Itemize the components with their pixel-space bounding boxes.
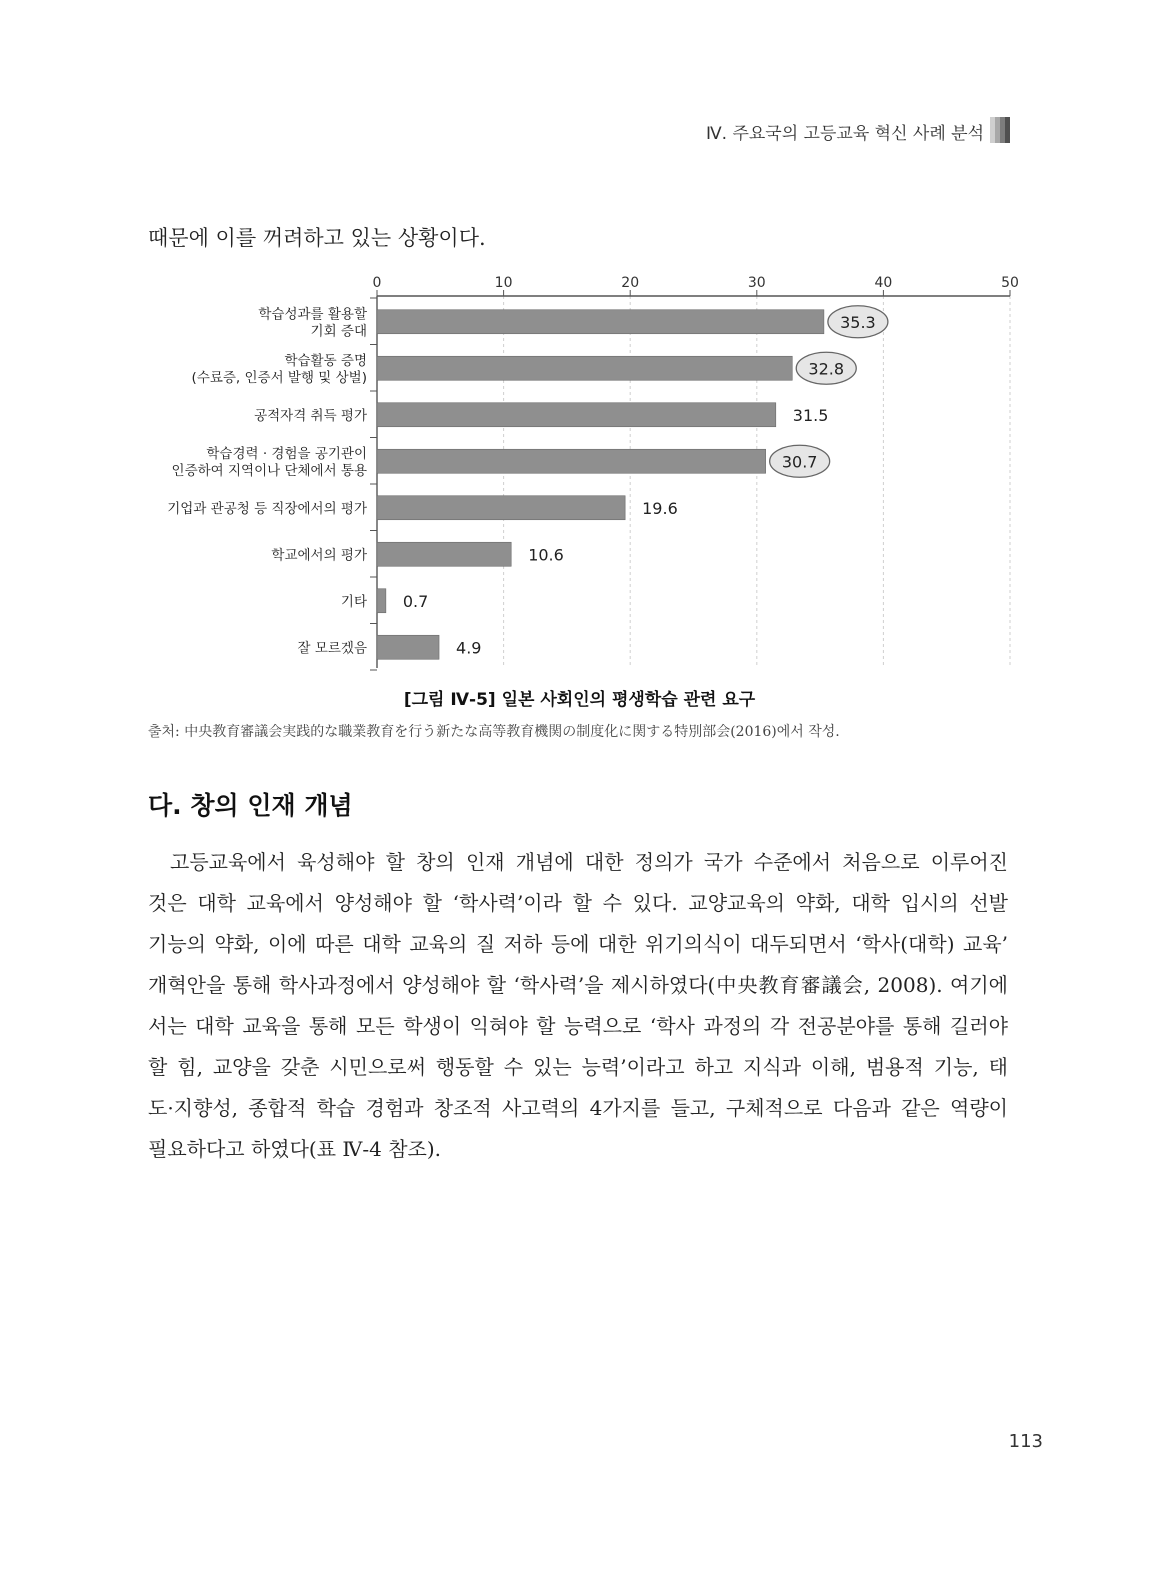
x-tick-label: 10 [494, 275, 513, 291]
category-label: 학습활동 증명 [284, 352, 367, 369]
value-label: 0.7 [402, 591, 429, 611]
bar [377, 403, 776, 427]
body-line: 필요하다고 하였다(표 Ⅳ-4 참조). [148, 1137, 442, 1161]
value-label: 30.7 [781, 452, 818, 472]
intro-line: 때문에 이를 꺼려하고 있는 상황이다. [148, 226, 486, 250]
bar [377, 356, 792, 380]
body-line: 할 힘, 교양을 갖춘 시민으로써 행동할 수 있는 능력’이라고 하고 지식과 이해, 범용적 기능, 태 [148, 1055, 1008, 1079]
body-line: 서는 대학 교육을 통해 모든 학생이 익혀야 할 능력으로 ‘학사 과정의 각 전공분야를 통해 길러야 [148, 1014, 1008, 1038]
category-label: 인증하여 지역이나 단체에서 통용 [171, 462, 367, 479]
bar [377, 449, 766, 473]
body-line: 도·지향성, 종합적 학습 경험과 창조적 사고력의 4가지를 들고, 구체적으로 다음과 같은 역량이 [148, 1096, 1008, 1120]
bar [377, 635, 439, 659]
category-label: 학습경력 · 경험을 공기관이 [206, 445, 367, 462]
category-label: 잘 모르겠음 [297, 640, 367, 657]
body-paragraph [148, 842, 1008, 1170]
category-label: 기타 [340, 593, 367, 610]
body-line: 것은 대학 교육에서 양성해야 할 ‘학사력’이라 할 수 있다. 교양교육의 약화, 대학 입시의 선발 [148, 891, 1008, 915]
x-tick-label: 50 [1001, 275, 1019, 291]
value-label: 31.5 [792, 405, 829, 425]
value-label: 10.6 [528, 545, 564, 565]
bar [377, 589, 386, 613]
header-mark-stripe [1005, 117, 1010, 143]
bar [377, 310, 824, 334]
category-label: 학습성과를 활용할 [258, 306, 367, 323]
bar [377, 542, 511, 566]
body-line: 기능의 약화, 이에 따른 대학 교육의 질 저하 등에 대한 위기의식이 대두되면서 ‘학사(대학) 교육’ [148, 932, 1008, 956]
section-heading: 다. 창의 인재 개념 [148, 791, 353, 820]
body-line: 고등교육에서 육성해야 할 창의 인재 개념에 대한 정의가 국가 수준에서 처음으로 이루어진 [170, 850, 1008, 874]
x-tick-label: 0 [372, 275, 382, 291]
value-label: 35.3 [840, 312, 876, 332]
x-tick-label: 40 [874, 275, 893, 291]
category-label: 기회 증대 [310, 323, 367, 340]
value-label: 32.8 [808, 359, 845, 379]
source-note: 출처: 中央教育審議会実践的な職業教育を行う新たな高等教育機関の制度化に関する特別部会(2016)에서 작성. [148, 724, 840, 740]
value-label: 19.6 [642, 498, 678, 518]
figure-caption: [그림 Ⅳ-5] 일본 사회인의 평생학습 관련 요구 [403, 690, 756, 710]
x-tick-label: 30 [747, 275, 766, 291]
page-number: 113 [1008, 1431, 1043, 1452]
category-label: 기업과 관공청 등 직장에서의 평가 [167, 500, 367, 517]
running-header-title: Ⅳ. 주요국의 고등교육 혁신 사례 분석 [705, 124, 984, 144]
header-gradient-mark [990, 117, 1010, 143]
running-header [600, 117, 1010, 147]
bar [377, 496, 625, 520]
category-label: (수료증, 인증서 발행 및 상벌) [191, 369, 367, 386]
x-tick-label: 20 [621, 275, 640, 291]
value-label: 4.9 [456, 638, 482, 658]
category-label: 학교에서의 평가 [271, 547, 367, 564]
category-label: 공적자격 취득 평가 [254, 407, 367, 424]
bar-chart [140, 268, 1030, 678]
body-line: 개혁안을 통해 학사과정에서 양성해야 할 ‘학사력’을 제시하였다(中央教育審議会, 2008). 여기에 [148, 973, 1008, 997]
